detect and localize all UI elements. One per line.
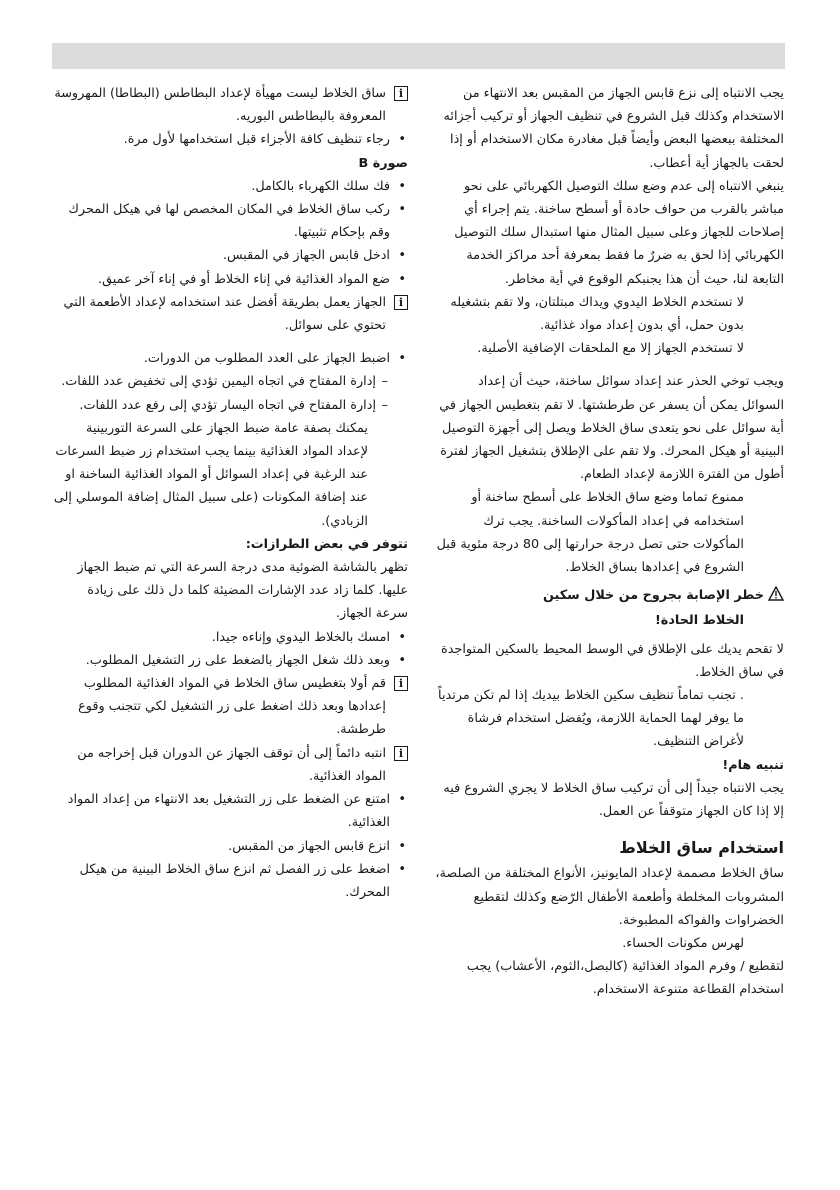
info-icon: i [394,746,408,761]
hot-liquids-paragraph: ويجب توخي الحذر عند إعداد سوائل ساخنة، حيث أن إعداد السوائل يمكن أن يسفر عن طرطشتها. لا تقم بتغطيس الجهاز في أية سوائل على نحو يتعدى ساق الخلاط ويصل إلى أجهزة التوصيل البينية أو هيكل المحرك. ولا تقم على الإطلاق بتشغيل الجهاز لفترة أطول من الفترة اللازمة لإعداد الطعام. [439,374,784,483]
list-item: • امتنع عن الضغط على زر التشغيل بعد الانتهاء من إعداد المواد الغذائية. [52,788,408,834]
list-item: • وبعد ذلك شغل الجهاز بالضغط على زر التشغيل المطلوب. [52,649,408,672]
warning-title-line2: الخلاط الحادة! [654,613,744,629]
dash-item-right: – إدارة المفتاح في اتجاه اليمين تؤدي إلى تخفيض عدد اللفات. [52,370,408,393]
warning-triangle-icon [768,586,784,609]
info-note-stop: i انتبه دائماً إلى أن توقف الجهاز عن الدوران قبل إخراجه من المواد الغذائية. [52,742,408,788]
models-title: تتوفر في بعض الطرازات: [245,536,408,552]
list-item: • ادخل قابس الجهاز في المقبس. [52,244,408,267]
info-icon: i [394,86,408,101]
warning-text-knife: لا تقحم يديك على الإطلاق في الوسط المحيط بالسكين المتواجدة في ساق الخلاط. [441,641,784,680]
info-icon: i [394,295,408,310]
info-note-liquids: i الجهاز يعمل بطريقة أفضل عند استخدامه لإعداد الأطعمة التي تحتوي على سوائل. [52,291,408,337]
warning-title-line1: خطر الإصابة بجروح من خلال سكين [543,588,764,604]
list-item: • اضبط الجهاز على العدد المطلوب من الدورات. [52,347,408,370]
note-title: تنبيه هام! [722,757,784,773]
usage-soup: لهرس مكونات الحساء. [622,935,744,951]
list-item: • ضع المواد الغذائية في إناء الخلاط أو في إناء آخر عميق. [52,268,408,291]
models-text: تظهر بالشاشة الضوئية مدى درجة السرعة التي تم ضبط الجهاز عليها. كلما زاد عدد الإشارات المضيئة كلما دل ذلك على زيادة سرعة الجهاز. [77,560,408,622]
list-item: • اضغط على زر الفصل ثم انزع ساق الخلاط البينية من هيكل المحرك. [52,858,408,904]
turbo-paragraph: يمكنك بصفة عامة ضبط الجهاز على السرعة التوربينية لإعداد المواد الغذائية بينما يجب استخدام زر ضبط السرعات عند الرغبة في إعداد السوائل أو المواد الغذائية الساخنة او عند إضافة المكونات (على سبيل المثال إضافة الموسلي إلى الزبادي). [53,420,368,529]
note-text: يجب الانتباه جيداً إلى أن تركيب ساق الخلاط لا يجري الشروع فيه إلا إذا كان الجهاز متوقفاً عن العمل. [443,780,784,820]
info-icon: i [394,676,408,691]
info-note-immerse: i قم أولا بتغطيس ساق الخلاط في المواد الغذائية المطلوب إعدادها وبعد ذلك اضغط على زر التشغيل لكي تتجنب وقوع طرطشة. [52,672,408,742]
section-heading: استخدام ساق الخلاط [619,838,784,858]
usage-paragraph: ساق الخلاط مصممة لإعداد المايونيز، الأنواع المختلفة من الصلصة، المشروبات المخلطة وأطعمة الأطفال الرّضع وكذلك لتقطيع الخضراوات والفواكه المطبوخة. [435,866,784,928]
list-item: • انزع قابس الجهاز من المقبس. [52,835,408,858]
original-accessories-paragraph: لا تستخدم الجهاز إلا مع الملحقات الإضافية الأصلية. [477,341,744,357]
info-note-mashed-potatoes: i ساق الخلاط ليست مهيأة لإعداد البطاطس (البطاطا) المهروسة المعروفة بالبطاطس البوريه. [52,82,408,128]
wet-hands-paragraph: لا تستخدم الخلاط اليدوي ويداك مبتلتان، ولا تقم بتشغيله بدون حمل، أي بدون إعداد مواد غذائية. [450,294,744,334]
right-column [432,82,784,1002]
cable-safety-paragraph: ينبغي الانتباه إلى عدم وضع سلك التوصيل الكهربائي على نحو مباشر بالقرب من حواف حادة أو أسطح ساخنة. يتم إجراء أي إصلاحات للجهاز وعلى سبيل المثال منها استبدال سلك التوصيل الكهربائي إذا لحق به ضررٌ ما فقط بمعرفة أحد مراكز الخدمة التابعة لنا، حيث أن هذا يجنبكم الوقوع في أية مخاطر. [454,178,784,287]
warning-title [432,584,784,609]
header-band [52,43,785,69]
figure-label: صورة B [358,155,408,171]
hot-surfaces-paragraph: ممنوع تماما وضع ساق الخلاط على أسطح ساخنة أو استخدامه في إعداد المأكولات الساخنة. يجب ترك المأكولات حتى تصل درجة حرارتها إلى 80 درجة مئوية قبل الشروع في إعدادها بساق الخلاط. [436,490,744,576]
warning-text-cleaning: . تجنب تماماً تنظيف سكين الخلاط بيديك إذا لم تكن مرتدياً ما يوفر لهما الحماية اللازمة، ويُفضل استخدام فرشاة لأغراض التنظيف. [438,688,744,750]
safety-unplug-paragraph: يجب الانتباه إلى نزع قابس الجهاز من المقبس بعد الانتهاء من الاستخدام وكذلك قبل الشروع في تنظيف الجهاز أو تركيب أجزائه المختلفة ببعضها البعض وأيضاً قبل مغادرة مكان الاستخدام أو إذا لحقت بالجهاز أية أعطاب. [443,86,784,171]
list-item: • فك سلك الكهرباء بالكامل. [52,175,408,198]
list-item: • ركب ساق الخلاط في المكان المخصص لها في هيكل المحرك وقم بإحكام تثبيتها. [52,198,408,244]
left-column [52,82,408,904]
usage-chopper: لتقطيع / وفرم المواد الغذائية (كالبصل،الثوم، الأعشاب) يجب استخدام القطاعة متنوعة الاستخدام. [466,959,784,998]
dash-item-left: – إدارة المفتاح في اتجاه اليسار تؤدي إلى رفع عدد اللفات. [52,394,408,417]
list-item: • امسك بالخلاط اليدوي وإناءه جيدا. [52,626,408,649]
list-item: • رجاء تنظيف كافة الأجزاء قبل استخدامها لأول مرة. [52,128,408,151]
